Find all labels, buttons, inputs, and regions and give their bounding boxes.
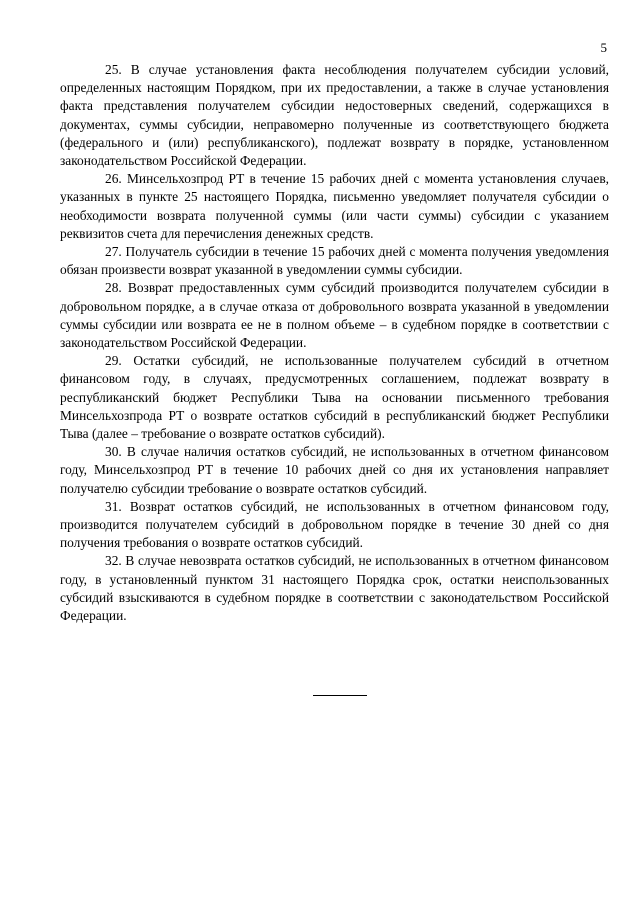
page-number: 5 bbox=[600, 40, 607, 55]
paragraph-26: 26. Минсельхозпрод РТ в течение 15 рабочих дней с момента установления случаев, указанных в пункте 25 настоящего Порядка, письменно уведомляет получателя субсидии о необходимости возврата полученной суммы (или части суммы) субсидии с указанием реквизитов счета для перечисления денежных средств. bbox=[60, 171, 609, 241]
paragraph-28: 28. Возврат предоставленных сумм субсидий производится получателем субсидии в добровольном порядке, а в случае отказа от добровольного возврата указанной в уведомлении суммы субсидии или возврата ее не в полном объеме – в судебном порядке в соответствии с законодательством Российской Федерации. bbox=[60, 280, 609, 351]
paragraph-29: 29. Остатки субсидий, не использованные получателем субсидий в отчетном финансовом году, в случаях, предусмотренных соглашением, подлежат возврату в республиканский бюджет Республики Тыва на основании письменного требования Минсельхозпрода РТ о возврате остатков субсидий в республиканский бюджет Республики Тыва (далее – требование о возврате остатков субсидий). bbox=[60, 353, 609, 442]
end-divider bbox=[313, 695, 367, 696]
paragraph-32: 32. В случае невозврата остатков субсидий, не использованных в отчетном финансовом году, в установленный пунктом 31 настоящего Порядка срок, остатки неиспользованных субсидий взыскиваются в судебном порядке в соответствии с законодательством Российской Федерации. bbox=[60, 553, 609, 624]
paragraph-30: 30. В случае наличия остатков субсидий, не использованных в отчетном финансовом году, Минсельхозпрод РТ в течение 10 рабочих дней со дня их установления направляет получателю субсидии требование о возврате остатков субсидий. bbox=[60, 444, 609, 496]
paragraph-27: 27. Получатель субсидии в течение 15 рабочих дней с момента получения уведомления обязан произвести возврат указанной в уведомлении суммы субсидии. bbox=[60, 244, 609, 278]
paragraph-31: 31. Возврат остатков субсидий, не использованных в отчетном финансовом году, производится получателем субсидий в добровольном порядке в течение 30 дней со дня получения требования о возврате остатков субсидий. bbox=[60, 498, 609, 551]
document-body bbox=[60, 61, 609, 625]
paragraph-25: 25. В случае установления факта несоблюдения получателем субсидии условий, определенных настоящим Порядком, при их предоставлении, а также в случае установления факта представления получателем субсидии недостоверных сведений, содержащихся в документах, суммы субсидии, неправомерно полученные из соответствующего бюджета (федерального и (или) республиканского), подлежат возврату в порядке, установленном законодательством Российской Федерации. bbox=[60, 62, 609, 169]
